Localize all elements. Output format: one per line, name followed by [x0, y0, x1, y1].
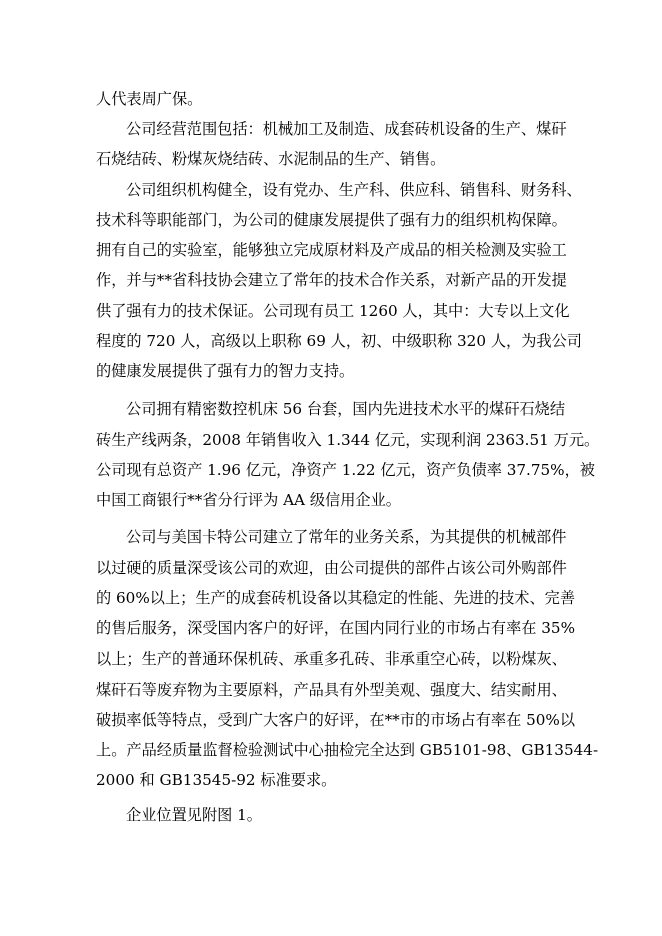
text-line: 的健康发展提供了强有力的智力支持。	[96, 362, 355, 380]
text-line: 煤矸石等废弃物为主要原料，产品具有外型美观、强度大、结实耐用、	[96, 681, 567, 699]
text-line: 2000 和 GB13545-92 标准要求。	[96, 771, 337, 789]
text-line: 公司经营范围包括：机械加工及制造、成套砖机设备的生产、煤矸	[126, 120, 567, 138]
text-line: 破损率低等特点，受到广大客户的好评，在**市的市场占有率在 50%以	[96, 711, 576, 729]
text-line: 石烧结砖、粉煤灰烧结砖、水泥制品的生产、销售。	[96, 150, 446, 168]
text-line: 人代表周广保。	[96, 90, 203, 108]
text-line: 企业位置见附图 1。	[126, 806, 262, 824]
text-line: 以过硬的质量深受该公司的欢迎，由公司提供的部件占该公司外购部件	[96, 559, 567, 577]
text-line: 程度的 720 人，高级以上职称 69 人，初、中级职称 320 人，为我公司	[96, 332, 582, 350]
text-line: 公司与美国卡特公司建立了常年的业务关系，为其提供的机械部件	[126, 528, 567, 546]
text-line: 作，并与**省科技协会建立了常年的技术合作关系，对新产品的开发提	[96, 271, 567, 289]
text-line: 上。产品经质量监督检验测试中心抽检完全达到 GB5101-98、GB13544-	[96, 741, 599, 759]
text-line: 技术科等职能部门，为公司的健康发展提供了强有力的组织机构保障。	[96, 211, 567, 229]
text-line: 公司组织机构健全，设有党办、生产科、供应科、销售科、财务科、	[126, 181, 582, 199]
text-line: 公司现有总资产 1.96 亿元，净资产 1.22 亿元，资产负债率 37.75%，被	[96, 461, 595, 479]
text-line: 以上；生产的普通环保机砖、承重多孔砖、非承重空心砖，以粉煤灰、	[96, 650, 567, 668]
text-line: 砖生产线两条，2008 年销售收入 1.344 亿元，实现利润 2363.51 万元。	[96, 431, 600, 449]
text-line: 供了强有力的技术保证。公司现有员工 1260 人，其中：大专以上文化	[96, 302, 570, 320]
text-line: 中国工商银行**省分行评为 AA 级信用企业。	[96, 491, 401, 509]
text-line: 的售后服务，深受国内客户的好评，在国内同行业的市场占有率在 35%	[96, 619, 576, 637]
text-line: 拥有自己的实验室，能够独立完成原材料及产成品的相关检测及实验工	[96, 241, 567, 259]
text-line: 公司拥有精密数控机床 56 台套，国内先进技术水平的煤矸石烧结	[126, 400, 566, 418]
text-line: 的 60%以上；生产的成套砖机设备以其稳定的性能、先进的技术、完善	[96, 589, 576, 607]
